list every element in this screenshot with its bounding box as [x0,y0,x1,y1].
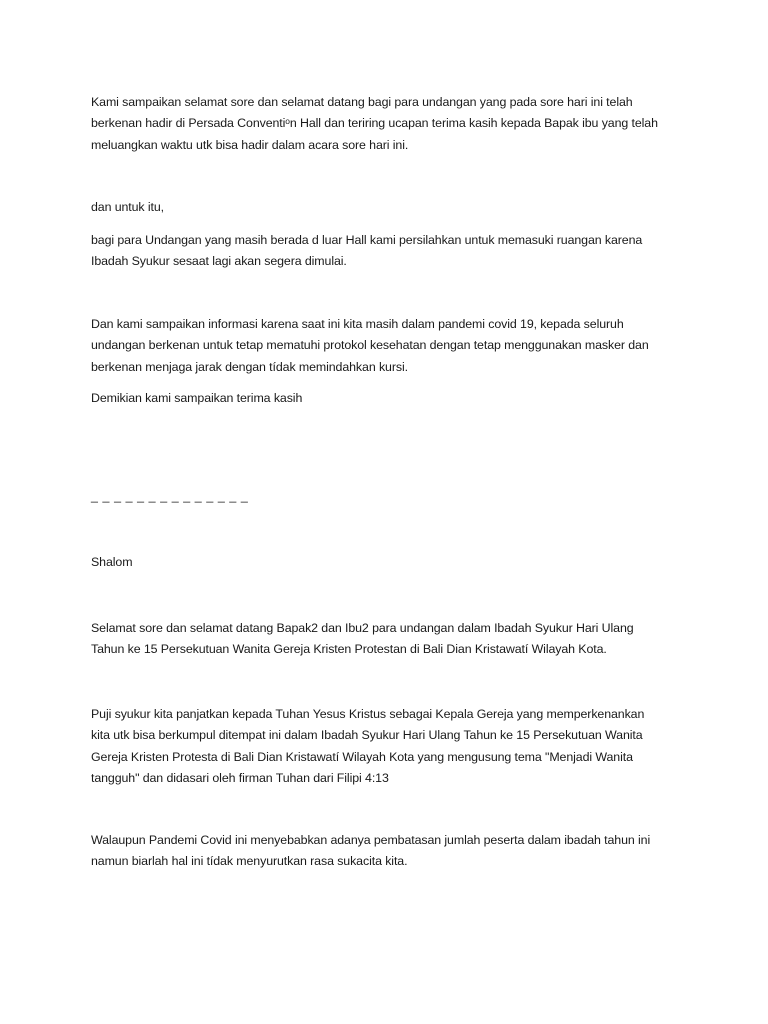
paragraph-health-protocol [91,314,691,378]
text-line: Dan kami sampaikan informasi karena saat ini kita masih dalam pandemi covid 19, kepada seluruh [91,317,624,331]
paragraph-pandemic-note [91,830,691,873]
text-line: undangan berkenan untuk tetap mematuhi protokol kesehatan dengan tetap menggunakan masker dan [91,338,649,353]
paragraph-invitation [91,230,691,273]
text-line: kita utk bisa berkumpul ditempat ini dalam Ibadah Syukur Hari Ulang Tahun ke 15 Persekutuan Wanita [91,728,643,743]
text-line: Puji syukur kita panjatkan kepada Tuhan Yesus Kristus sebagai Kepala Gereja yang memperkenankan [91,707,645,721]
text-line: tangguh" dan didasari oleh firman Tuhan dari Filipi 4:13 [91,770,389,785]
text-line: meluangkan waktu utk bisa hadir dalam acara sore hari ini. [91,137,409,152]
paragraph-greeting [91,552,691,573]
paragraph-gratitude [91,704,691,789]
text-line: dan untuk itu, [91,200,164,214]
text-line: bagi para Undangan yang masih berada d luar Hall kami persilahkan untuk memasuki ruangan karena [91,233,643,247]
text-line: berkenan menjaga jarak dengan tídak memindahkan kursi. [91,359,408,374]
text-line: namun biarlah hal ini tídak menyurutkan rasa sukacita kita. [91,854,408,869]
text-line: Kami sampaikan selamat sore dan selamat datang bagi para undangan yang pada sore hari ini telah [91,95,633,109]
text-line: Selamat sore dan selamat datang Bapak2 dan Ibu2 para undangan dalam Ibadah Syukur Hari Ulang [91,621,634,635]
paragraph-transition [91,197,691,218]
paragraph-welcome [91,92,691,156]
text-line: Demikian kami sampaikan terima kasih [91,391,303,405]
paragraph-closing [91,388,691,409]
text-line: Walaupun Pandemi Covid ini menyebabkan adanya pembatasan jumlah peserta dalam ibadah tahun ini [91,833,651,847]
text-line: Ibadah Syukur sesaat lagi akan segera dimulai. [91,254,347,269]
paragraph-anniversary-welcome [91,618,691,661]
text-line: berkenan hadir di Persada Conventiᵒn Hall dan teriring ucapan terima kasih kepada Bapak ibu yang telah [91,116,658,131]
section-divider: _ _ _ _ _ _ _ _ _ _ _ _ _ _ [91,489,249,503]
text-line: Shalom [91,555,133,569]
text-line: Gereja Kristen Protesta di Bali Dian Kristawatí Wilayah Kota yang mengusung tema "Menjadi Wanita [91,749,633,764]
text-line: Tahun ke 15 Persekutuan Wanita Gereja Kristen Protestan di Bali Dian Kristawatí Wilayah Kota. [91,642,607,657]
